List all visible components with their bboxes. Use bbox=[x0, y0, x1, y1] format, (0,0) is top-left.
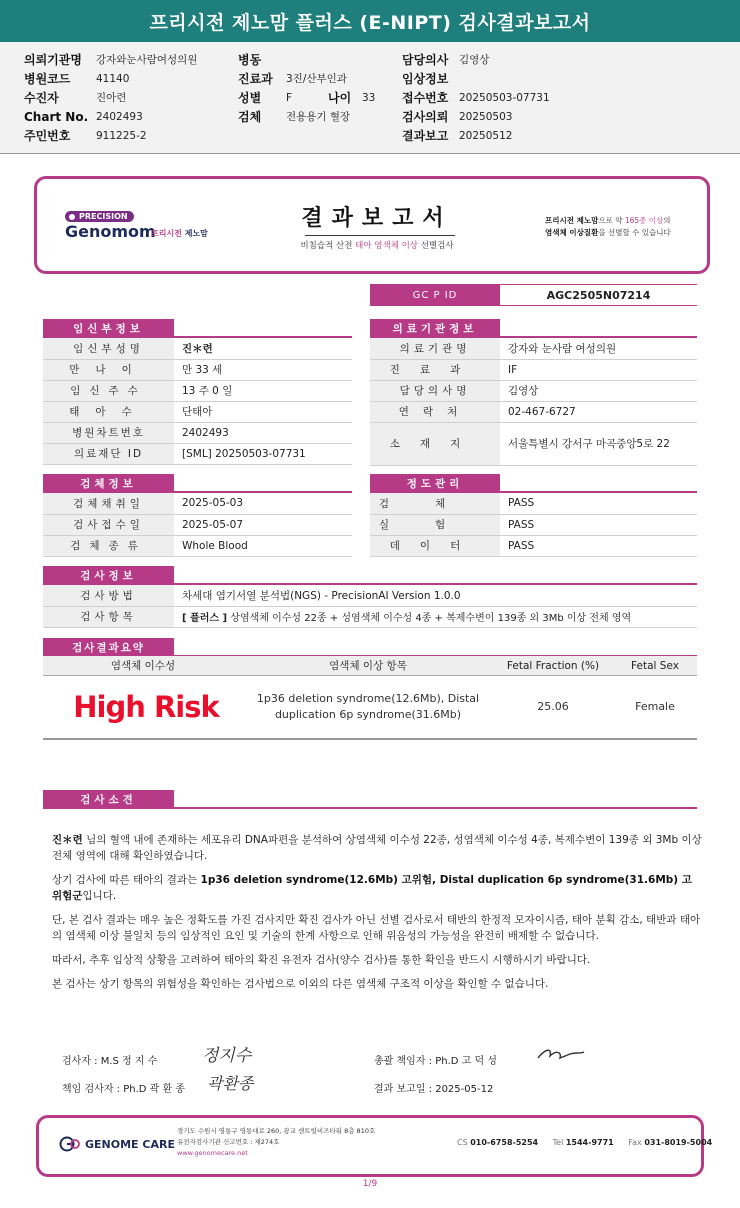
row-value: 2402493 bbox=[174, 422, 352, 443]
age-key: 나이 bbox=[328, 91, 352, 105]
opinion-p2-bold: 1p36 deletion syndrome(12.6Mb) 고위험, Distal duplication 6p syndrome(31.6Mb) 고위험군 bbox=[52, 874, 692, 902]
info-key: Chart No. bbox=[24, 109, 89, 124]
table-row bbox=[43, 380, 352, 401]
chief-signature bbox=[536, 1044, 586, 1064]
info-key: 수진자 bbox=[24, 91, 59, 105]
section-specimen-label: 검체정보 bbox=[43, 474, 174, 492]
info-key: 진료과 bbox=[238, 72, 273, 86]
opinion-p1: 님의 혈액 내에 존재하는 세포유리 DNA파편을 분석하여 상염색체 이수성 22종, 성염색체 이수성 4종, 복제수변이 139종 외 3Mb 이상 전체 영역에 대해 확인하였습니다. bbox=[52, 834, 702, 862]
summary-col-header: Fetal Fraction (%) bbox=[506, 659, 600, 672]
table-row bbox=[370, 514, 697, 535]
info-value: 진아련 bbox=[96, 92, 127, 104]
row-key: 임신주수 bbox=[43, 380, 174, 401]
opinion-paragraph: 따라서, 추후 임상적 상황을 고려하여 태아의 확진 유전자 검사(양수 검사)를 통한 확인을 반드시 시행하시기 바랍니다. bbox=[52, 954, 591, 966]
responsible-signature-text: 곽환종 bbox=[207, 1074, 254, 1093]
table-row bbox=[43, 514, 352, 535]
table-row bbox=[43, 359, 352, 380]
summary-col-header: 염색체 이상 항목 bbox=[329, 660, 407, 672]
finding-line: 1p36 deletion syndrome(12.6Mb), Distal bbox=[256, 692, 480, 705]
note-pk: 165종 이상 bbox=[624, 216, 664, 225]
table-row bbox=[43, 585, 697, 606]
opinion-p2-post: 입니다. bbox=[82, 890, 117, 902]
risk-cell bbox=[43, 676, 249, 738]
cs-number: 010-6758-5254 bbox=[470, 1138, 539, 1147]
info-value: 3진/산부인과 bbox=[286, 73, 347, 85]
info-value: 20250512 bbox=[459, 129, 513, 142]
cs-label: CS bbox=[457, 1138, 468, 1147]
info-col-2 bbox=[238, 50, 375, 126]
table-row bbox=[43, 401, 352, 422]
row-value: 단태아 bbox=[174, 401, 352, 422]
row-key: 검체 bbox=[370, 493, 500, 514]
fax-number: 031-8019-5004 bbox=[644, 1138, 713, 1147]
opinion-p2-pre: 상기 검사에 따른 태아의 결과는 bbox=[52, 874, 201, 886]
info-value: 20250503 bbox=[459, 110, 513, 123]
info-value: 20250503-07731 bbox=[459, 91, 550, 104]
table-row bbox=[43, 422, 352, 443]
page-number: 1/9 bbox=[362, 1179, 378, 1189]
table-row bbox=[43, 338, 352, 359]
row-key: 검체채취일 bbox=[43, 493, 174, 514]
info-value: 911225-2 bbox=[96, 129, 147, 142]
pregnant-table bbox=[43, 338, 352, 465]
summary-header bbox=[43, 656, 697, 676]
section-summary-label: 검사결과요약 bbox=[43, 638, 174, 656]
row-key: 병원차트번호 bbox=[43, 422, 174, 443]
tel-number: 1544-9771 bbox=[565, 1138, 614, 1147]
section-opinion-label: 검사소견 bbox=[43, 790, 174, 808]
row-key: 태아수 bbox=[43, 401, 174, 422]
finding-cell bbox=[243, 676, 493, 738]
risk-result: High Risk bbox=[73, 690, 219, 724]
fetal-fraction-value: 25.06 bbox=[537, 700, 569, 713]
table-row bbox=[370, 338, 697, 359]
fetal-sex-value: Female bbox=[635, 700, 675, 713]
genomom-logo: Genomom bbox=[65, 222, 156, 241]
gcpid-label: GC P ID bbox=[370, 284, 500, 306]
table-row bbox=[370, 359, 697, 380]
address-line: 경기도 수원시 영통구 영통대로 260, 광교 센트럴비즈타워 8층 810호 bbox=[177, 1127, 376, 1135]
subtitle-post: 선별검사 bbox=[420, 241, 454, 251]
row-value: 강자와 눈사람 여성의원 bbox=[500, 338, 697, 359]
section-test-label: 검사정보 bbox=[43, 566, 174, 584]
opinion-paragraph: 단, 본 검사 결과는 매우 높은 정확도를 가진 검사지만 확진 검사가 아닌 선별 검사로서 태반의 한정적 모자이시즘, 태아 분획 감소, 태반과 태아의 염색체 이상 불일치 등의 임상적인 요인 및 기술의 한계 사항으로 인해 위음성의 가능성을 완전히 배제할 수 없습니다. bbox=[52, 914, 701, 942]
row-value: PASS bbox=[500, 514, 697, 535]
genomecare-logo-icon bbox=[59, 1136, 81, 1152]
test-info-table bbox=[43, 585, 697, 628]
info-key: 담당의사 bbox=[402, 53, 449, 67]
info-key: 성별 bbox=[238, 91, 262, 105]
main-subtitle bbox=[267, 239, 487, 251]
info-key: 병동 bbox=[238, 53, 262, 67]
row-key: 데이터 bbox=[370, 535, 500, 556]
table-row bbox=[370, 535, 697, 556]
section-qc-label: 정도관리 bbox=[370, 474, 500, 492]
table-row bbox=[43, 493, 352, 514]
company-name: GENOME CARE bbox=[85, 1137, 175, 1151]
subtitle-pre: 비침습적 산전 bbox=[300, 241, 353, 251]
responsible-label: 책임 검사자 : Ph.D 곽 환 종 bbox=[62, 1084, 185, 1095]
row-value: 13 주 0 일 bbox=[174, 380, 352, 401]
footer-address bbox=[177, 1126, 375, 1159]
website-link[interactable]: www.genomecare.net bbox=[177, 1149, 248, 1157]
opinion-paragraph: 본 검사는 상기 항목의 위험성을 확인하는 검사법으로 이외의 다른 염색체 구조적 이상을 확인할 수 없습니다. bbox=[52, 978, 549, 990]
qc-table bbox=[370, 493, 697, 557]
examiner-signature-text: 정지수 bbox=[202, 1046, 252, 1066]
row-key: 검사접수일 bbox=[43, 514, 174, 535]
section-hospital-label: 의료기관정보 bbox=[370, 319, 500, 337]
row-value: Whole Blood bbox=[174, 535, 352, 556]
row-key: 소재지 bbox=[370, 422, 500, 465]
section-pregnant-label: 임신부정보 bbox=[43, 319, 174, 337]
row-value: 서울특별시 강서구 마곡중앙5로 22 bbox=[500, 422, 697, 465]
main-title: 결과보고서 bbox=[301, 206, 453, 231]
row-value: [SML] 20250503-07731 bbox=[174, 443, 352, 464]
row-key: 검사항목 bbox=[43, 606, 174, 627]
report-header bbox=[34, 176, 710, 274]
row-key: 의료재단 ID bbox=[43, 443, 174, 464]
patient-info-panel bbox=[0, 42, 740, 154]
title-underline bbox=[305, 235, 455, 236]
summary-col-header: Fetal Sex bbox=[631, 659, 679, 672]
specimen-table bbox=[43, 493, 352, 557]
report-title: 프리시전 제노맘 플러스 (E-NIPT) 검사결과보고서 bbox=[0, 0, 740, 42]
row-value: PASS bbox=[500, 535, 697, 556]
license-line: 유전자검사기관 신고번호 : 제274호 bbox=[177, 1138, 280, 1146]
report-page bbox=[0, 154, 740, 1208]
info-col-3 bbox=[402, 50, 550, 145]
report-date-label: 결과 보고일 : 2025-05-12 bbox=[374, 1084, 494, 1095]
info-value: 2402493 bbox=[96, 110, 143, 123]
precision-badge: PRECISION bbox=[65, 211, 134, 222]
row-value bbox=[174, 606, 697, 627]
header-note bbox=[545, 215, 671, 239]
genomom-logo-sub bbox=[151, 228, 208, 239]
table-row bbox=[370, 493, 697, 514]
note-b1: 프리시전 제노맘 bbox=[545, 216, 599, 225]
info-key: 결과보고 bbox=[402, 129, 449, 143]
row-value: 2025-05-07 bbox=[174, 514, 352, 535]
note-post1: 의 bbox=[663, 216, 671, 225]
logo-sub-2: 제노맘 bbox=[184, 229, 208, 238]
row-value: IF bbox=[500, 359, 697, 380]
examiner-label: 검사자 : M.S 정 지 수 bbox=[62, 1056, 158, 1067]
examiner-signature bbox=[200, 1042, 262, 1066]
row-key: 의료기관명 bbox=[370, 338, 500, 359]
row-value: 02-467-6727 bbox=[500, 401, 697, 422]
row-key: 검체종류 bbox=[43, 535, 174, 556]
info-value: 전용용기 혈장 bbox=[286, 111, 351, 123]
info-key: 검체 bbox=[238, 110, 262, 124]
footer-contacts bbox=[457, 1138, 724, 1147]
row-key: 만나이 bbox=[43, 359, 174, 380]
row-value: PASS bbox=[500, 493, 697, 514]
summary-col-header: 염색체 이수성 bbox=[110, 660, 176, 672]
row-key: 임신부성명 bbox=[43, 338, 174, 359]
opinion-text bbox=[52, 832, 702, 1000]
footer bbox=[36, 1115, 713, 1177]
info-value: 41140 bbox=[96, 72, 130, 85]
info-value: 강자와눈사람여성의원 bbox=[96, 54, 198, 66]
row-key: 검사방법 bbox=[43, 585, 174, 606]
logo-sub-1: 프리시전 bbox=[151, 229, 182, 238]
note-mid: 으로 약 bbox=[598, 216, 625, 225]
items-text: 상염색체 이수성 22종 + 성염색체 이수성 4종 + 복제수변이 139종 외 3Mb 이상 전체 영역 bbox=[230, 613, 632, 624]
row-key: 담당의사명 bbox=[370, 380, 500, 401]
finding-line: duplication 6p syndrome(31.6Mb) bbox=[274, 708, 462, 721]
info-value: 김영상 bbox=[459, 54, 490, 66]
opinion-paragraph bbox=[52, 832, 702, 864]
items-tag: [ 플러스 ] bbox=[182, 613, 228, 624]
note-b2: 염색체 이상질환 bbox=[545, 228, 599, 237]
table-row bbox=[43, 535, 352, 556]
info-key: 임상정보 bbox=[402, 72, 449, 86]
info-key: 주민번호 bbox=[24, 129, 71, 143]
fax-label: Fax bbox=[628, 1138, 642, 1147]
age-value: 33 bbox=[362, 91, 376, 104]
table-row bbox=[43, 606, 697, 627]
table-row bbox=[370, 401, 697, 422]
hospital-table bbox=[370, 338, 697, 466]
info-col-1 bbox=[24, 50, 197, 145]
row-key: 진료과 bbox=[370, 359, 500, 380]
table-row bbox=[370, 380, 697, 401]
info-key: 병원코드 bbox=[24, 72, 71, 86]
row-value: 만 33 세 bbox=[174, 359, 352, 380]
table-row bbox=[43, 443, 352, 464]
info-value: F bbox=[286, 91, 293, 104]
opinion-paragraph bbox=[52, 872, 702, 904]
subtitle-highlight: 태아 염색체 이상 bbox=[355, 241, 418, 251]
row-value: 진＊련 bbox=[174, 338, 352, 359]
genomecare-logo bbox=[59, 1136, 175, 1152]
info-key: 의뢰기관명 bbox=[24, 53, 82, 67]
info-key: 검사의뢰 bbox=[402, 110, 449, 124]
row-key: 실험 bbox=[370, 514, 500, 535]
gcpid-value: AGC2505N07214 bbox=[500, 284, 697, 306]
chief-label: 총괄 책임자 : Ph.D 고 덕 성 bbox=[374, 1056, 497, 1067]
row-value: 차세대 염기서열 분석법(NGS) - PrecisionAI Version 1.0.0 bbox=[174, 585, 697, 606]
row-key: 연락처 bbox=[370, 401, 500, 422]
tel-label: Tel bbox=[552, 1138, 564, 1147]
info-key: 접수번호 bbox=[402, 91, 449, 105]
patient-name: 진＊련 bbox=[52, 834, 83, 846]
table-row bbox=[370, 422, 697, 465]
row-value: 김영상 bbox=[500, 380, 697, 401]
note-post2: 을 선별할 수 있습니다 bbox=[598, 228, 671, 237]
row-value: 2025-05-03 bbox=[174, 493, 352, 514]
responsible-signature bbox=[205, 1070, 267, 1094]
summary-row bbox=[43, 676, 697, 740]
section-line bbox=[43, 807, 697, 809]
